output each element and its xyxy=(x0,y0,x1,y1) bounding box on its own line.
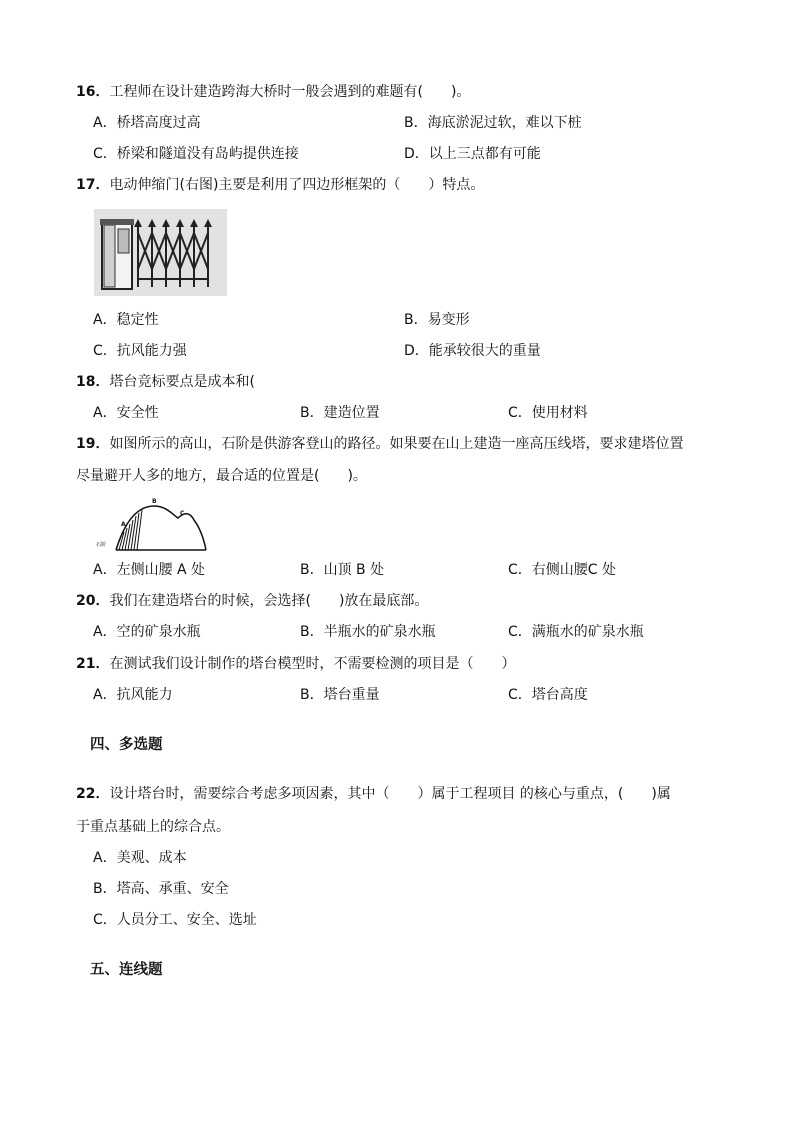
option-d: D．以上三点都有可能 xyxy=(404,146,541,162)
label-c: C xyxy=(180,510,185,517)
option-b: B．塔台重量 xyxy=(300,687,380,703)
question-number: 20． xyxy=(76,593,110,609)
option-a: A．美观、成本 xyxy=(93,850,187,866)
question-text: 我们在建造塔台的时候，会选择( )放在最底部。 xyxy=(109,593,429,609)
section-title-matching: 五、连线题 xyxy=(90,962,163,978)
option-a: A．空的矿泉水瓶 xyxy=(93,624,201,640)
option-a: A．抗风能力 xyxy=(93,687,173,703)
question-text-line-2: 尽量避开人多的地方，最合适的位置是( )。 xyxy=(76,468,367,484)
question-16 xyxy=(76,82,470,102)
gate-image xyxy=(94,209,227,296)
question-number: 17． xyxy=(76,177,110,193)
question-19 xyxy=(76,434,683,454)
question-20 xyxy=(76,591,428,611)
question-text-line-1: 如图所示的高山，石阶是供游客登山的路径。如果要在山上建造一座高压线塔，要求建塔位置 xyxy=(109,436,684,452)
option-c: C．人员分工、安全、选址 xyxy=(93,912,257,928)
section-title-multiple-choice: 四、多选题 xyxy=(90,737,163,753)
option-b: B．山顶 B 处 xyxy=(300,562,385,578)
option-a: A．桥塔高度过高 xyxy=(93,115,201,131)
option-c: C．抗风能力强 xyxy=(93,343,187,359)
question-number: 19． xyxy=(76,436,110,452)
question-18 xyxy=(76,372,255,392)
option-c: C．右侧山腰C 处 xyxy=(508,562,617,578)
option-b: B．半瓶水的矿泉水瓶 xyxy=(300,624,436,640)
label-a: A xyxy=(121,521,126,528)
option-b: B．塔高、承重、安全 xyxy=(93,881,229,897)
question-number: 18． xyxy=(76,374,110,390)
question-17 xyxy=(76,175,484,195)
option-c: C．桥梁和隧道没有岛屿提供连接 xyxy=(93,146,299,162)
question-text: 工程师在设计建造跨海大桥时一般会遇到的难题有( )。 xyxy=(109,84,471,100)
option-a: A．稳定性 xyxy=(93,312,159,328)
option-a: A．左侧山腰 A 处 xyxy=(93,562,206,578)
question-text: 在测试我们设计制作的塔台模型时，不需要检测的项目是（ ） xyxy=(109,656,516,672)
option-b: B．易变形 xyxy=(404,312,470,328)
question-22 xyxy=(76,784,671,804)
question-text: 电动伸缩门(右图)主要是利用了四边形框架的（ ）特点。 xyxy=(109,177,485,193)
label-steps: 石阶 xyxy=(96,542,107,548)
option-c: C．满瓶水的矿泉水瓶 xyxy=(508,624,644,640)
option-c: C．塔台高度 xyxy=(508,687,588,703)
label-b: B xyxy=(152,498,157,505)
option-d: D．能承较很大的重量 xyxy=(404,343,541,359)
question-text: 塔台竞标要点是成本和( xyxy=(109,374,255,390)
question-number: 16． xyxy=(76,84,110,100)
question-text-line-1: 设计塔台时，需要综合考虑多项因素，其中（ ）属于工程项目 的核心与重点，( )属 xyxy=(109,786,671,802)
question-number: 22． xyxy=(76,786,110,802)
option-b: B．海底淤泥过软，难以下桩 xyxy=(404,115,582,131)
option-a: A．安全性 xyxy=(93,405,159,421)
question-text-line-2: 于重点基础上的综合点。 xyxy=(76,819,230,835)
option-b: B．建造位置 xyxy=(300,405,380,421)
question-21 xyxy=(76,654,515,674)
option-c: C．使用材料 xyxy=(508,405,588,421)
mountain-diagram xyxy=(94,494,208,552)
question-number: 21． xyxy=(76,656,110,672)
